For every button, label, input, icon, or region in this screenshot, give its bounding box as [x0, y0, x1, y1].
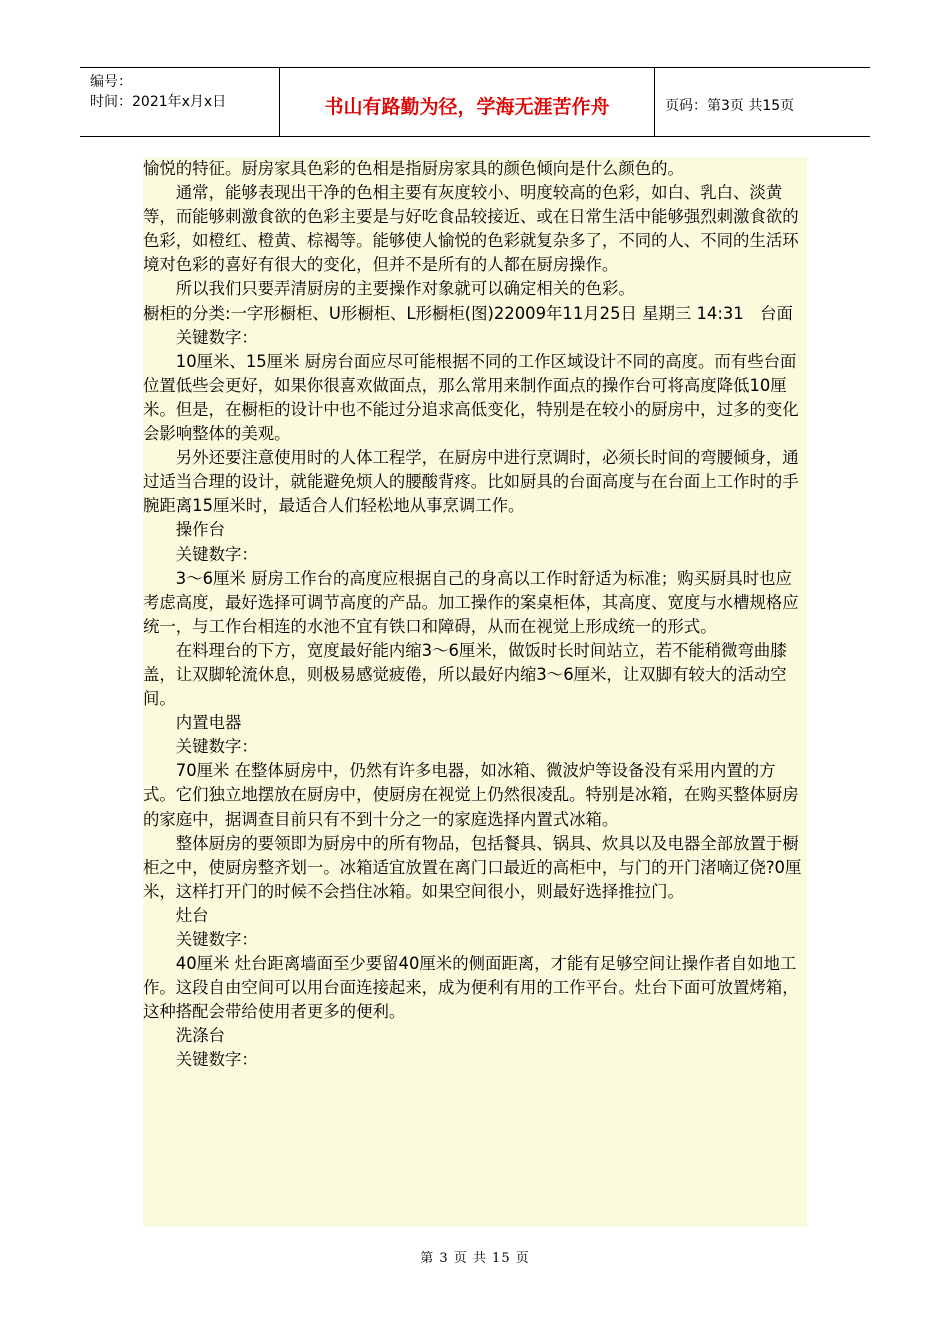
paragraph: 关键数字： — [175, 544, 258, 564]
motto: 书山有路勤为径，学海无涯苦作舟 — [280, 68, 655, 136]
paragraph: 操作台 — [175, 520, 225, 540]
paragraph: 70厘米 在整体厨房中，仍然有许多电器，如冰箱、微波炉等设备没有采用内置的方式。它们独立地摆放在厨房中，使厨房在视觉上仍然很凌乱。特别是冰箱，在购买整体厨房的家庭中，据调查目前只有不到十分之一的家庭选择内置式冰箱。 — [143, 761, 799, 829]
document-body — [143, 157, 807, 1227]
paragraph: 关键数字： — [175, 327, 258, 347]
paragraph: 整体厨房的要领即为厨房中的所有物品，包括餐具、锅具、炊具以及电器全部放置于橱柜之中，使厨房整齐划一。冰箱适宜放置在离门口最近的高柜中，与门的开门渚嘀辽侥?0厘米，这样打开门的时候不会挡住冰箱。如果空间很小，则最好选择推拉门。 — [143, 833, 802, 901]
paragraph: 所以我们只要弄清厨房的主要操作对象就可以确定相关的色彩。 — [175, 279, 635, 299]
paragraph: 关键数字： — [175, 737, 258, 757]
page-header — [80, 67, 870, 137]
paragraph: 3～6厘米 厨房工作台的高度应根据自己的身高以工作时舒适为标准；购买厨具时也应考虑高度，最好选择可调节高度的产品。加工操作的案桌柜体，其高度、宽度与水槽规格应统一，与工作台相连的水池不宜有铁口和障碍，从而在视觉上形成统一的形式。 — [143, 568, 799, 636]
paragraph: 另外还要注意使用时的人体工程学，在厨房中进行烹调时，必须长时间的弯腰倾身，通过适当合理的设计，就能避免烦人的腰酸背疼。比如厨具的台面高度与在台面上工作时的手腕距离15厘米时，最适合人们轻松地从事烹调工作。 — [143, 448, 799, 516]
number-label: 编号： — [90, 74, 132, 90]
header-left-cell — [80, 68, 280, 136]
paragraph: 关键数字： — [175, 1050, 258, 1070]
page-info: 页码：第3页 共15页 — [665, 98, 795, 114]
paragraph: 通常，能够表现出干净的色相主要有灰度较小、明度较高的色彩，如白、乳白、淡黄等，而能够刺激食欲的色彩主要是与好吃食品较接近、或在日常生活中能够强烈刺激食欲的色彩，如橙红、橙黄、棕褐等。能够使人愉悦的色彩就复杂多了，不同的人、不同的生活环境对色彩的喜好有很大的变化，但并不是所有的人都在厨房操作。 — [143, 183, 799, 275]
page-footer: 第 3 页 共 15 页 — [420, 1251, 530, 1266]
paragraph: 在料理台的下方，宽度最好能内缩3～6厘米，做饭时长时间站立，若不能稍微弯曲膝盖，让双脚轮流休息，则极易感觉疲倦，所以最好内缩3～6厘米，让双脚有较大的活动空间。 — [143, 640, 787, 709]
paragraph: 10厘米、15厘米 厨房台面应尽可能根据不同的工作区域设计不同的高度。而有些台面位置低些会更好，如果你很喜欢做面点，那么常用来制作面点的操作台可将高度降低10厘米。但是，在橱柜的设计中也不能过分追求高低变化，特别是在较小的厨房中，过多的变化会影响整体的美观。 — [143, 351, 799, 444]
paragraph: 橱柜的分类:一字形橱柜、U形橱柜、L形橱柜(图)22009年11月25日 星期三 14:31 台面 — [143, 303, 793, 323]
date-label: 时间：2021年x月x日 — [90, 94, 227, 110]
paragraph: 40厘米 灶台距离墙面至少要留40厘米的侧面距离，才能有足够空间让操作者自如地工作。这段自由空间可以用台面连接起来，成为便利有用的工作平台。灶台下面可放置烤箱，这种搭配会带给使用者更多的便利。 — [143, 954, 799, 1022]
paragraph: 愉悦的特征。厨房家具色彩的色相是指厨房家具的颜色倾向是什么颜色的。 — [143, 159, 684, 178]
paragraph: 灶台 — [175, 905, 209, 925]
paragraph: 洗涤台 — [175, 1026, 225, 1046]
paragraph: 内置电器 — [175, 713, 242, 733]
paragraph: 关键数字： — [175, 930, 258, 949]
